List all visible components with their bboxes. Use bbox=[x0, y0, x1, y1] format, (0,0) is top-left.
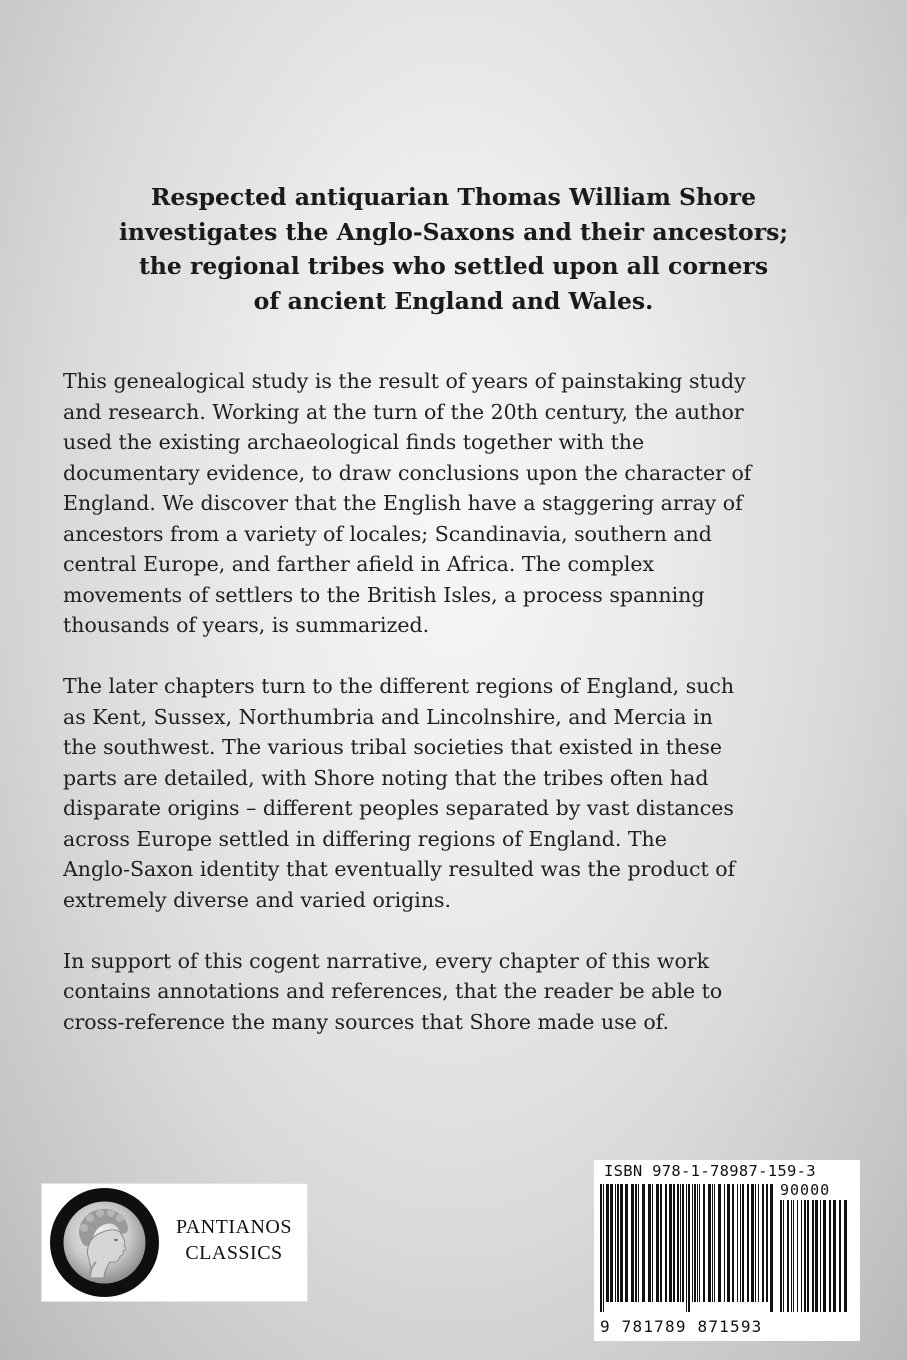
barcode-bar bbox=[682, 1184, 684, 1302]
blurb-paragraph-1 bbox=[63, 366, 863, 641]
text-line: In support of this cogent narrative, every chapter of this work bbox=[63, 948, 710, 973]
barcode-bar bbox=[807, 1200, 809, 1312]
text-line: disparate origins – different peoples separated by vast distances bbox=[63, 796, 734, 820]
barcode-bar bbox=[829, 1200, 831, 1312]
classical-head-medallion-icon bbox=[50, 1188, 159, 1297]
text-line: used the existing archaeological finds together with the bbox=[63, 430, 645, 454]
text-line: across Europe settled in differing regions of England. The bbox=[63, 826, 667, 851]
addon-bars bbox=[780, 1200, 852, 1314]
barcode-bar bbox=[797, 1200, 798, 1312]
tagline bbox=[60, 180, 847, 318]
barcode-bar bbox=[610, 1184, 613, 1302]
publisher-name bbox=[164, 1214, 304, 1266]
blurb-body bbox=[63, 366, 863, 1068]
text-line: parts are detailed, with Shore noting that the tribes often had bbox=[63, 765, 709, 790]
text-line: as Kent, Sussex, Northumbria and Lincolnshire, and Mercia in bbox=[63, 704, 713, 729]
barcode-bar bbox=[791, 1200, 792, 1312]
barcode-bar bbox=[673, 1184, 675, 1302]
barcode-bar bbox=[839, 1200, 841, 1312]
barcode-bar bbox=[631, 1184, 634, 1302]
blurb-paragraph-2 bbox=[63, 671, 863, 915]
barcode-bar bbox=[844, 1200, 847, 1312]
barcode-bar bbox=[762, 1184, 764, 1302]
text-line: the southwest. The various tribal societies that existed in these bbox=[63, 735, 723, 759]
barcode-bar bbox=[770, 1184, 773, 1312]
barcode-bar bbox=[669, 1184, 672, 1302]
isbn-barcode bbox=[594, 1160, 860, 1341]
barcode-bar bbox=[606, 1184, 609, 1302]
text-line: movements of settlers to the British Isles, a process spanning bbox=[63, 582, 705, 607]
barcode-bar bbox=[758, 1184, 759, 1302]
text-line: documentary evidence, to draw conclusions upon the character of bbox=[63, 460, 752, 485]
barcode-bar bbox=[603, 1184, 604, 1312]
barcode-bar bbox=[783, 1200, 784, 1312]
barcode-bar bbox=[677, 1184, 679, 1302]
price-addon-digits: 90000 bbox=[780, 1181, 831, 1199]
barcode-bar bbox=[642, 1184, 645, 1302]
barcode-bar bbox=[617, 1184, 619, 1302]
barcode-bar bbox=[815, 1200, 818, 1312]
barcode-bar bbox=[718, 1184, 721, 1302]
barcode-bar bbox=[656, 1184, 659, 1302]
text-line: ancestors from a variety of locales; Scandinavia, southern and bbox=[63, 521, 712, 546]
text-line: central Europe, and farther afield in Africa. The complex bbox=[63, 552, 655, 576]
barcode-bar bbox=[686, 1184, 687, 1312]
barcode-bar bbox=[688, 1184, 690, 1312]
barcode-bar bbox=[804, 1200, 806, 1312]
barcode-bar bbox=[751, 1184, 754, 1302]
text-line: The later chapters turn to the different regions of England, such bbox=[63, 674, 735, 698]
barcode-bar bbox=[703, 1184, 705, 1302]
tagline-line: of ancient England and Wales. bbox=[253, 286, 654, 315]
barcode-bar bbox=[708, 1184, 711, 1302]
barcode-bar bbox=[780, 1200, 782, 1312]
barcode-bar bbox=[648, 1184, 651, 1302]
barcode-bar bbox=[737, 1184, 738, 1302]
barcode-bar bbox=[665, 1184, 667, 1302]
text-line: extremely diverse and varied origins. bbox=[63, 887, 452, 912]
ean-bars bbox=[600, 1184, 776, 1314]
text-line: and research. Working at the turn of the 20th century, the author bbox=[63, 399, 744, 424]
text-line: England. We discover that the English have a staggering array of bbox=[63, 491, 743, 515]
barcode-bar bbox=[660, 1184, 662, 1302]
publisher-name-line2: CLASSICS bbox=[185, 1242, 283, 1264]
tagline-line: Respected antiquarian Thomas William Shore bbox=[150, 183, 757, 211]
barcode-bar bbox=[697, 1184, 698, 1302]
barcode-bar bbox=[823, 1200, 826, 1312]
barcode-bar bbox=[600, 1184, 602, 1312]
barcode-bar bbox=[714, 1184, 715, 1302]
text-line: Anglo-Saxon identity that eventually resulted was the product of bbox=[63, 857, 736, 881]
barcode-bar bbox=[727, 1184, 730, 1302]
barcode-bar bbox=[680, 1184, 681, 1302]
barcode-bar bbox=[755, 1184, 756, 1302]
barcode-bar bbox=[635, 1184, 637, 1302]
barcode-bar bbox=[694, 1184, 696, 1302]
text-line: This genealogical study is the result of years of painstaking study bbox=[63, 369, 746, 393]
barcode-bar bbox=[820, 1200, 821, 1312]
barcode-bar bbox=[638, 1184, 639, 1302]
barcode-bar bbox=[620, 1184, 623, 1302]
barcode-bar bbox=[732, 1184, 734, 1302]
barcode-bar bbox=[801, 1200, 802, 1312]
barcode-bar bbox=[699, 1184, 700, 1302]
barcode-bar bbox=[793, 1200, 794, 1312]
barcode-bar bbox=[625, 1184, 628, 1302]
barcode-bar bbox=[833, 1200, 836, 1312]
barcode-bar bbox=[747, 1184, 749, 1302]
publisher-name-line1: PANTIANOS bbox=[175, 1216, 292, 1238]
barcode-bar bbox=[812, 1200, 814, 1312]
tagline-line: the regional tribes who settled upon all corners bbox=[138, 252, 769, 280]
text-line: cross-reference the many sources that Shore made use of. bbox=[63, 1009, 670, 1034]
barcode-bar bbox=[712, 1184, 713, 1302]
publisher-logo bbox=[41, 1183, 308, 1302]
barcode-bar bbox=[766, 1184, 768, 1302]
text-line: thousands of years, is summarized. bbox=[63, 613, 430, 637]
barcode-bar bbox=[652, 1184, 653, 1302]
barcode-bar bbox=[742, 1184, 744, 1302]
ean-digits: 9 781789 871593 bbox=[600, 1317, 763, 1336]
blurb-paragraph-3 bbox=[63, 946, 863, 1038]
barcode-bar bbox=[692, 1184, 693, 1302]
barcode-bar bbox=[615, 1184, 616, 1302]
tagline-line: investigates the Anglo-Saxons and their ancestors; bbox=[119, 217, 788, 246]
barcode-bar bbox=[724, 1184, 725, 1302]
barcode-bar bbox=[740, 1184, 741, 1302]
isbn-label: ISBN 978-1-78987-159-3 bbox=[604, 1162, 816, 1180]
text-line: contains annotations and references, that the reader be able to bbox=[63, 979, 723, 1003]
barcode-bar bbox=[787, 1200, 789, 1312]
